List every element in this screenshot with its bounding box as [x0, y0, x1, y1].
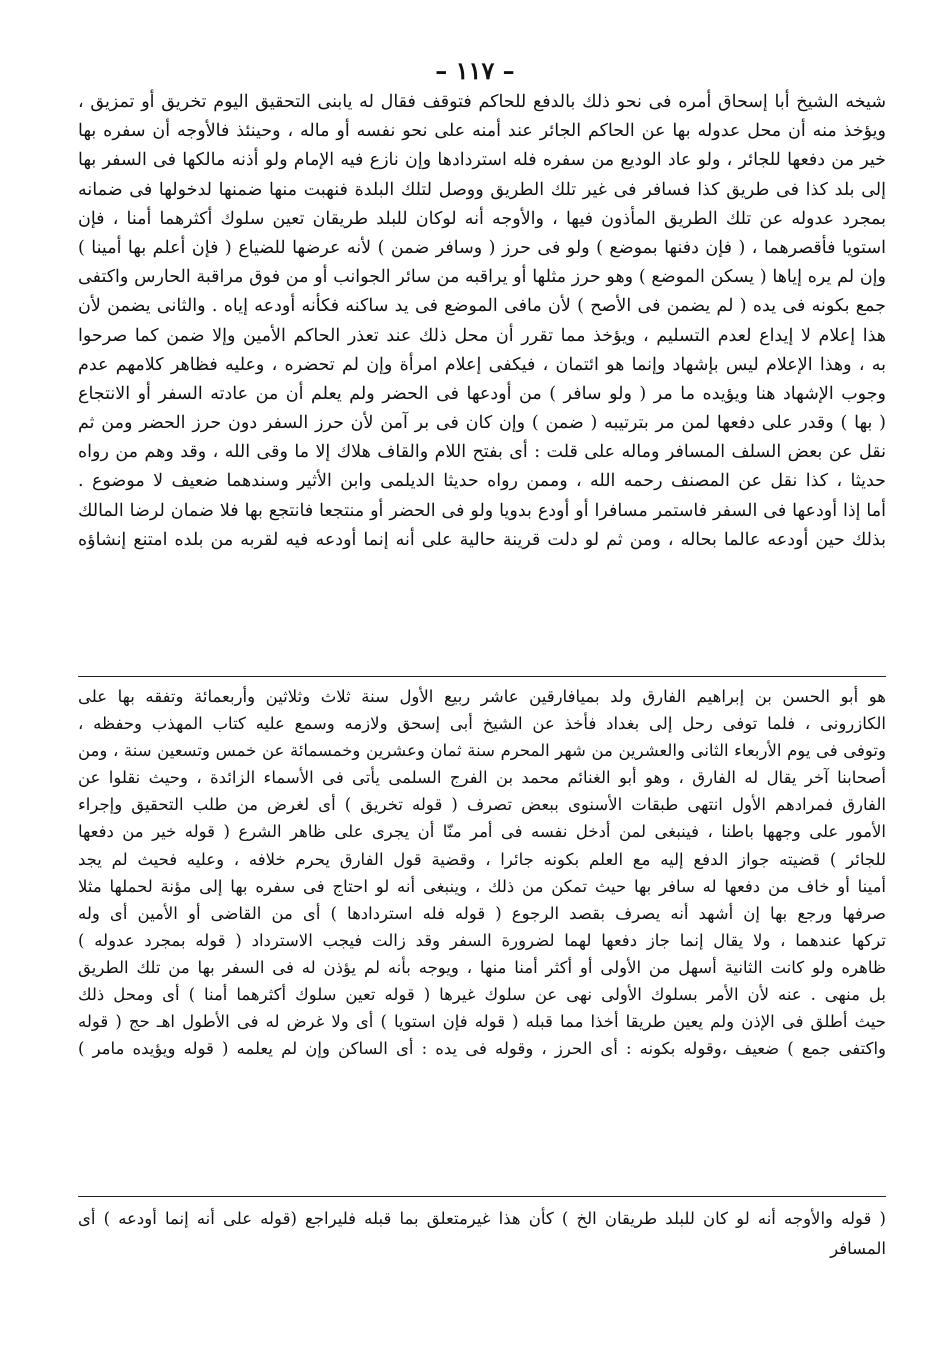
main-text-block: [78, 88, 886, 555]
main-text-line: إلى بلد كذا فى طريق كذا فسافر فى غير تلك الطريق ووصل لتلك البلدة فنهبت منها ضمنها لدخولها فى ضمانه: [78, 179, 886, 200]
footnote-line: تركها عندهما ، ولا يقال إنما جاز دفعها لهما لضرورة السفر وقد زالت فيجب الاسترداد ( قوله بمجرد عدوله ): [78, 930, 886, 950]
footnote-line: وتوفى فى يوم الأربعاء الثانى والعشرين من شهر المحرم سنة ثمان وعشرين وخمسمائة عن خمس وتسعين سنة ، ومن: [78, 741, 886, 761]
footnote-line: بل منهى . عنه لأن الأمر بسلوك الأولى نهى عن سلوك غيرها ( قوله تعين سلوك أكثرهما أمنا ) أى ومحل ذلك: [78, 985, 886, 1005]
main-text-line: ( بها ) وقدر على دفعها لمن مر بترتيبه ( ضمن ) وإن كان فى بر آمن لأن حرز السفر دون حرز الحضر ومن ثم: [78, 413, 886, 434]
secondary-footnotes-block: [78, 1204, 886, 1264]
footnote-line: الكازرونى ، فلما توفى رحل إلى بغداد فأخذ عن الشيخ أبى إسحق ولازمه وسمع عليه كتاب المهذب وحفظه ،: [78, 714, 886, 734]
footnote-line: المسافر: [830, 1239, 886, 1258]
footnote-line: هو أبو الحسن بن إبراهيم الفارق ولد بميافارقين عاشر ربيع الأول سنة ثلاث وثلاثين وأربعمائة وتفقه بها على: [78, 687, 886, 706]
main-text-line: ويؤخذ منه أن محل عدوله بها عن الحاكم الجائر عند أمنه على نحو نفسه أو ماله ، وحينئذ فالأوجه أن سفره بها: [78, 121, 886, 142]
main-text-line: حديثا ، كذا نقل عن المصنف رحمه الله ، وممن رواه حديثا الديلمى وابن الأثير وسندهما ضعيف لا موضوع .: [78, 471, 886, 492]
footnote-line: أصحابنا آخر يقال له الفارق ، وهو أبو الغنائم محمد بن الفرج السلمى يأتى فى الأسماء الزائدة ، وحيث نقلوا عن: [78, 768, 886, 788]
footnote-line: حيث أطلق فى الإذن ولم يعين طريقا أخذا مما قبله ( قوله فإن استويا ) أى ولا غرض له فى الأطول اهـ حج ( قوله: [78, 1012, 886, 1032]
main-text-line: بذلك حين أودعه عالما بحاله ، ومن ثم لو دلت قرينة حالية على أنه إنما أودعه فيه لقربه من بلده امتنع إنشاؤه: [78, 529, 886, 550]
main-text-line: بمجرد عدوله عن تلك الطريق المأذون فيها ، والأوجه أنه لوكان للبلد طريقان تعين سلوك أكثرهما أمنا ، فإن: [78, 208, 886, 229]
footnote-line: الأمور على وجهها باطنا ، فينبغى لمن أدخل نفسه فى أمر منّا أن يجرى على ظاهر الشرع ( قوله خير من دفعها: [78, 822, 886, 842]
secondary-footnote-divider: [78, 1196, 886, 1197]
footnotes-block: [78, 683, 886, 1062]
footnote-line: واكتفى جمع ) ضعيف ،وقوله بكونه : أى الحرز ، وقوله فى يده : أى الساكن وإن لم يعلمه ( قوله ويؤيده مامر ): [78, 1039, 886, 1059]
footnote-line: ظاهره ولو كانت الثانية أسهل من الأولى أو أكثر أمنا منها ، ويوجه بأنه لم يؤذن له فى السفر بها من تلك الطريق: [78, 957, 886, 977]
page-number: – ١١٧ –: [435, 56, 515, 85]
main-text-line: وجوب الإشهاد هنا ويؤيده ما مر ( ولو سافر ) من أودعها فى الحضر ولم يعلم أن من عادته السفر أو الانتجاع: [78, 383, 886, 404]
main-text-line: وإن لم يره إياها ( يسكن الموضع ) وهو حرز مثلها أو يراقبه من سائر الجوانب أو من فوق مراقبة الحارس واكتفى: [78, 267, 886, 288]
footnote-line: ( قوله والأوجه أنه لو كان للبلد طريقان الخ ) كأن هذا غيرمتعلق بما قبله فليراجع (قوله على أنه إنما أودعه ) أى: [78, 1209, 886, 1228]
footnote-line: أمينا أو خاف من دفعها له سافر بها حيث تمكن من ذلك ، وينبغى أنه لو احتاج فى سفره بها إلى مؤنة لحملها مثلا: [78, 876, 886, 896]
footnote-line: للجائر ) قضيته جواز الدفع إليه مع العلم بكونه جائرا ، وقضية قول الفارق يحرم خلافه ، وعليه فحيث لم يجد: [78, 849, 886, 869]
main-text-line: شيخه الشيخ أبا إسحاق أمره فى نحو ذلك بالدفع للحاكم فتوقف فقال له يابنى التحقيق اليوم تخريق أو تمزيق ،: [78, 92, 886, 112]
main-text-line: نقل عن بعض السلف المسافر وماله على قلت : أى بفتح اللام والقاف هلاك إلا ما وقى الله ، وقد وهم من رواه: [78, 442, 886, 463]
main-text-line: أما إذا أودعها فى السفر فاستمر مسافرا أو أودع بدويا ولو فى الحضر أو منتجعا فانتجع بها فلا ضمان لرضا المالك: [78, 500, 886, 521]
main-text-line: جمع بكونه فى يده ( لم يضمن فى الأصح ) لأن مافى الموضع فى يد ساكنه فكأنه أودعه إياه . والثانى يضمن لأن: [78, 296, 886, 317]
main-text-line: خير من دفعها للجائر ، ولو عاد الوديع من سفره فله استردادها وإن نازع فيه الإمام ولو أذنه مالكها فى السفر بها: [78, 150, 886, 171]
main-text-line: استويا فأقصرهما ، ( فإن دفنها بموضع ) ولو فى حرز ( وسافر ضمن ) لأنه عرضها للضياع ( فإن أعلم بها أمينا ): [78, 237, 886, 258]
footnote-line: الفارق فمرادهم الأول انتهى طبقات الأسنوى ببعض تصرف ( قوله تخريق ) أى لغرض من طلب التحقيق وإجراء: [78, 795, 886, 815]
footnote-divider: [78, 676, 886, 677]
main-text-line: هذا إعلام لا إيداع لعدم التسليم ، ويؤخذ مما تقرر أن محل ذلك عند تعذر الحاكم الأمين وإلا ضمن كما صرحوا: [78, 325, 886, 346]
footnote-line: صرفها ورجع بها إن أشهد أنه يصرف بقصد الرجوع ( قوله فله استردادها ) أى من القاضى أو الأمين أى وله: [78, 903, 886, 923]
main-text-line: به ، وهذا الإعلام ليس بإشهاد وإنما هو ائتمان ، فيكفى إعلام امرأة وإن لم تحضره ، وعليه فظاهر كلامهم عدم: [78, 354, 886, 375]
